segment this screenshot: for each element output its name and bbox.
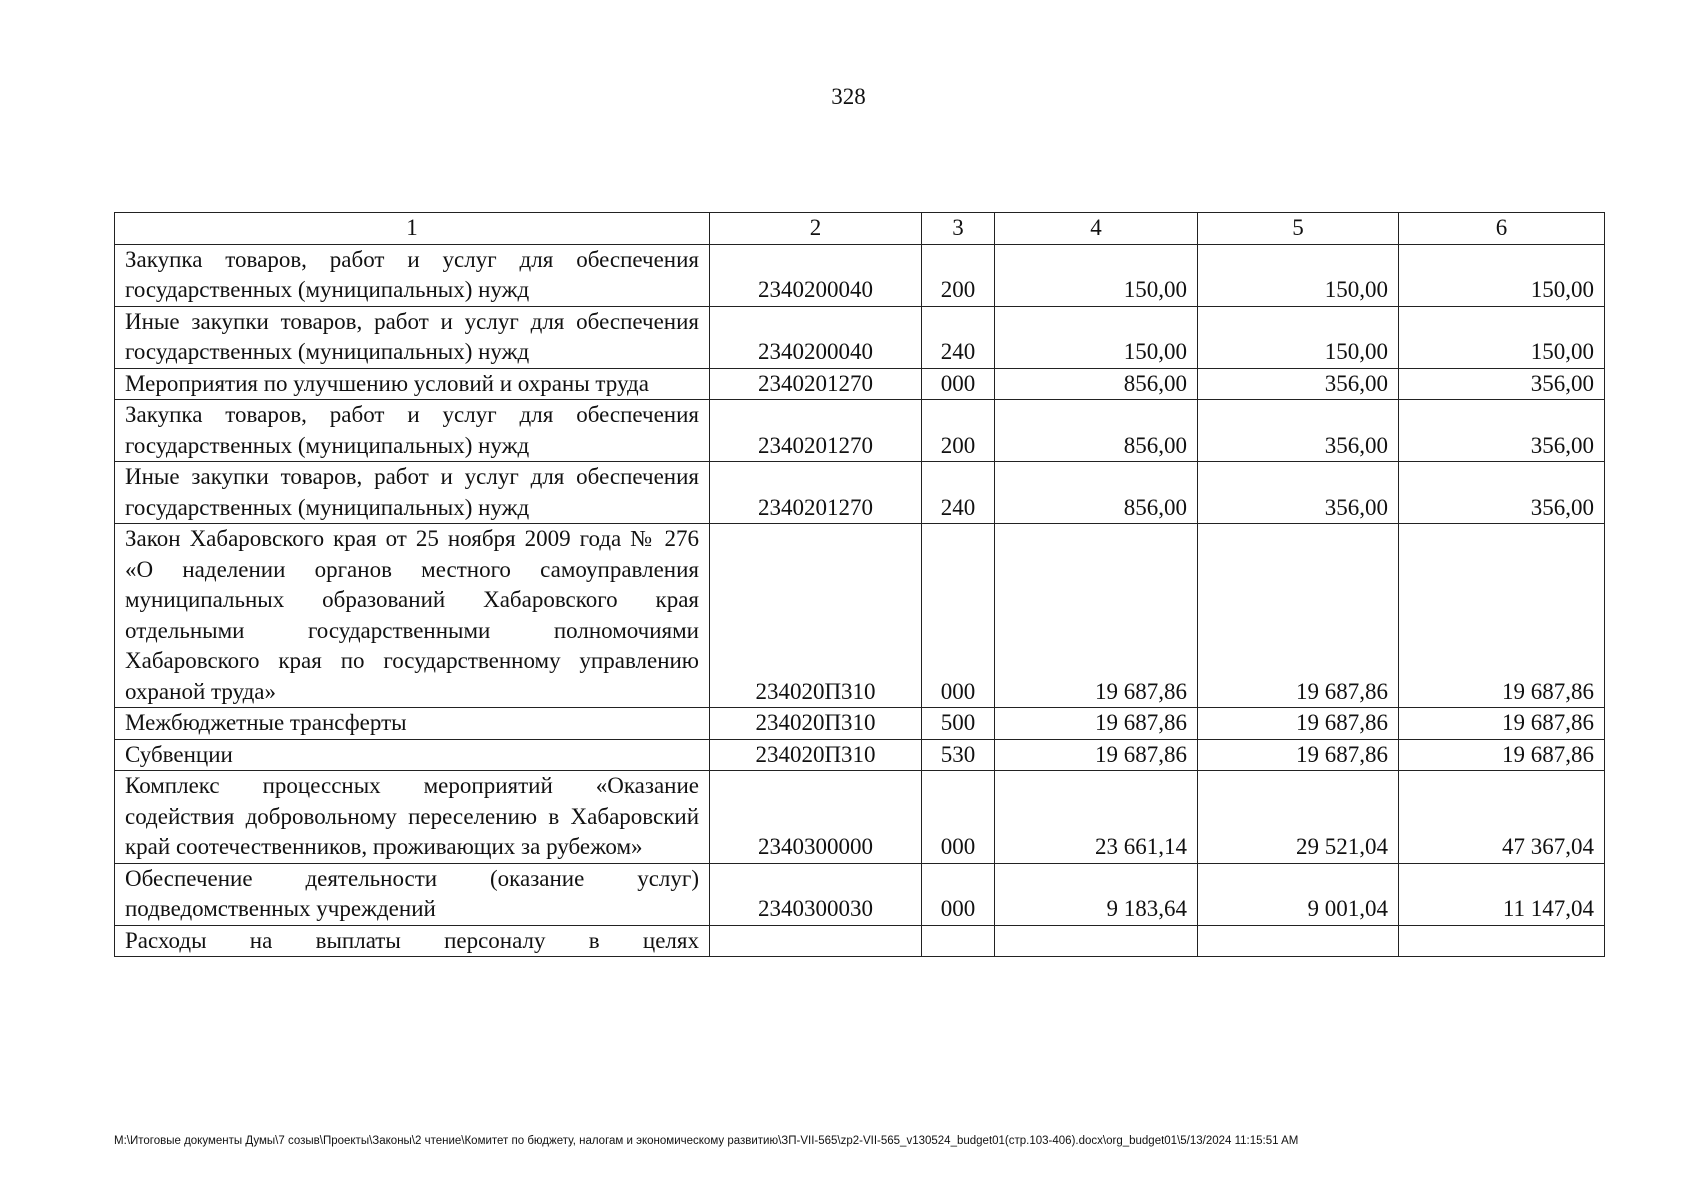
row-value-6: 47 367,04 [1399, 771, 1605, 864]
row-value-5: 19 687,86 [1198, 739, 1399, 771]
row-name: Закон Хабаровского края от 25 ноября 2009 года № 276 «О наделении органов местного самоуправления муниципальных образований Хабаровского края отдельными государственными полномочиями Хабаровского края по государственному управлению охраной труда» [115, 524, 710, 708]
row-value-6: 150,00 [1399, 306, 1605, 368]
row-value-4: 19 687,86 [995, 739, 1198, 771]
row-value-6: 150,00 [1399, 244, 1605, 306]
row-code: 2340201270 [710, 400, 922, 462]
table-row [115, 244, 1605, 306]
row-type: 500 [922, 708, 995, 740]
table-row [115, 368, 1605, 400]
row-name: Межбюджетные трансферты [115, 708, 710, 740]
row-name: Субвенции [115, 739, 710, 771]
row-value-6: 19 687,86 [1399, 739, 1605, 771]
row-name: Иные закупки товаров, работ и услуг для обеспечения государственных (муниципальных) нужд [115, 306, 710, 368]
row-code: 2340201270 [710, 462, 922, 524]
row-value-4 [995, 925, 1198, 957]
row-value-5: 29 521,04 [1198, 771, 1399, 864]
row-value-6: 356,00 [1399, 368, 1605, 400]
header-cell-1: 1 [115, 213, 710, 245]
table-row [115, 524, 1605, 708]
row-type: 200 [922, 244, 995, 306]
row-name: Мероприятия по улучшению условий и охраны труда [115, 368, 710, 400]
row-value-4: 19 687,86 [995, 708, 1198, 740]
row-type: 000 [922, 771, 995, 864]
row-value-6: 356,00 [1399, 462, 1605, 524]
header-row [115, 213, 1605, 245]
row-type: 000 [922, 863, 995, 925]
row-code: 2340200040 [710, 244, 922, 306]
row-value-6: 356,00 [1399, 400, 1605, 462]
table-row [115, 306, 1605, 368]
row-value-6: 19 687,86 [1399, 524, 1605, 708]
row-value-6: 11 147,04 [1399, 863, 1605, 925]
row-type: 000 [922, 524, 995, 708]
row-name: Обеспечение деятельности (оказание услуг) подведомственных учреждений [115, 863, 710, 925]
row-type: 200 [922, 400, 995, 462]
row-code: 234020П310 [710, 708, 922, 740]
header-cell-3: 3 [922, 213, 995, 245]
row-name: Иные закупки товаров, работ и услуг для обеспечения государственных (муниципальных) нужд [115, 462, 710, 524]
row-value-5: 19 687,86 [1198, 524, 1399, 708]
table-row [115, 400, 1605, 462]
table-row [115, 462, 1605, 524]
row-code: 2340200040 [710, 306, 922, 368]
row-value-5 [1198, 925, 1399, 957]
row-value-4: 856,00 [995, 400, 1198, 462]
table-row [115, 771, 1605, 864]
row-value-4: 9 183,64 [995, 863, 1198, 925]
row-value-4: 150,00 [995, 244, 1198, 306]
row-type: 240 [922, 306, 995, 368]
row-type [922, 925, 995, 957]
row-code: 234020П310 [710, 739, 922, 771]
header-cell-4: 4 [995, 213, 1198, 245]
header-cell-6: 6 [1399, 213, 1605, 245]
row-value-4: 856,00 [995, 462, 1198, 524]
row-name: Закупка товаров, работ и услуг для обеспечения государственных (муниципальных) нужд [115, 244, 710, 306]
row-value-6 [1399, 925, 1605, 957]
row-value-5: 150,00 [1198, 244, 1399, 306]
row-value-4: 19 687,86 [995, 524, 1198, 708]
row-code: 2340300000 [710, 771, 922, 864]
row-value-5: 150,00 [1198, 306, 1399, 368]
table-row [115, 863, 1605, 925]
row-name: Комплекс процессных мероприятий «Оказание содействия добровольному переселению в Хабаровский край соотечественников, проживающих за рубежом» [115, 771, 710, 864]
row-code: 2340300030 [710, 863, 922, 925]
row-value-6: 19 687,86 [1399, 708, 1605, 740]
table-row [115, 739, 1605, 771]
row-value-5: 356,00 [1198, 400, 1399, 462]
row-code [710, 925, 922, 957]
table-row [115, 708, 1605, 740]
row-name: Закупка товаров, работ и услуг для обеспечения государственных (муниципальных) нужд [115, 400, 710, 462]
row-value-5: 19 687,86 [1198, 708, 1399, 740]
row-value-4: 23 661,14 [995, 771, 1198, 864]
row-name: Расходы на выплаты персоналу в целях [115, 925, 710, 957]
header-cell-5: 5 [1198, 213, 1399, 245]
row-type: 000 [922, 368, 995, 400]
row-value-5: 356,00 [1198, 462, 1399, 524]
row-value-4: 150,00 [995, 306, 1198, 368]
row-type: 530 [922, 739, 995, 771]
budget-table [114, 212, 1605, 957]
row-code: 234020П310 [710, 524, 922, 708]
row-value-5: 356,00 [1198, 368, 1399, 400]
row-type: 240 [922, 462, 995, 524]
page-number: 328 [831, 84, 866, 109]
table-row [115, 925, 1605, 957]
row-value-5: 9 001,04 [1198, 863, 1399, 925]
row-code: 2340201270 [710, 368, 922, 400]
file-path-footer: М:\Итоговые документы Думы\7 созыв\Проекты\Законы\2 чтение\Комитет по бюджету, налогам и экономическому развитию\ЗП-VII-565\zp2-VII-565_v130524_budget01(стр.103-406).docx\org_budget01\5/13/2024 11:15:51 AM [114, 1135, 1299, 1147]
header-cell-2: 2 [710, 213, 922, 245]
row-value-4: 856,00 [995, 368, 1198, 400]
